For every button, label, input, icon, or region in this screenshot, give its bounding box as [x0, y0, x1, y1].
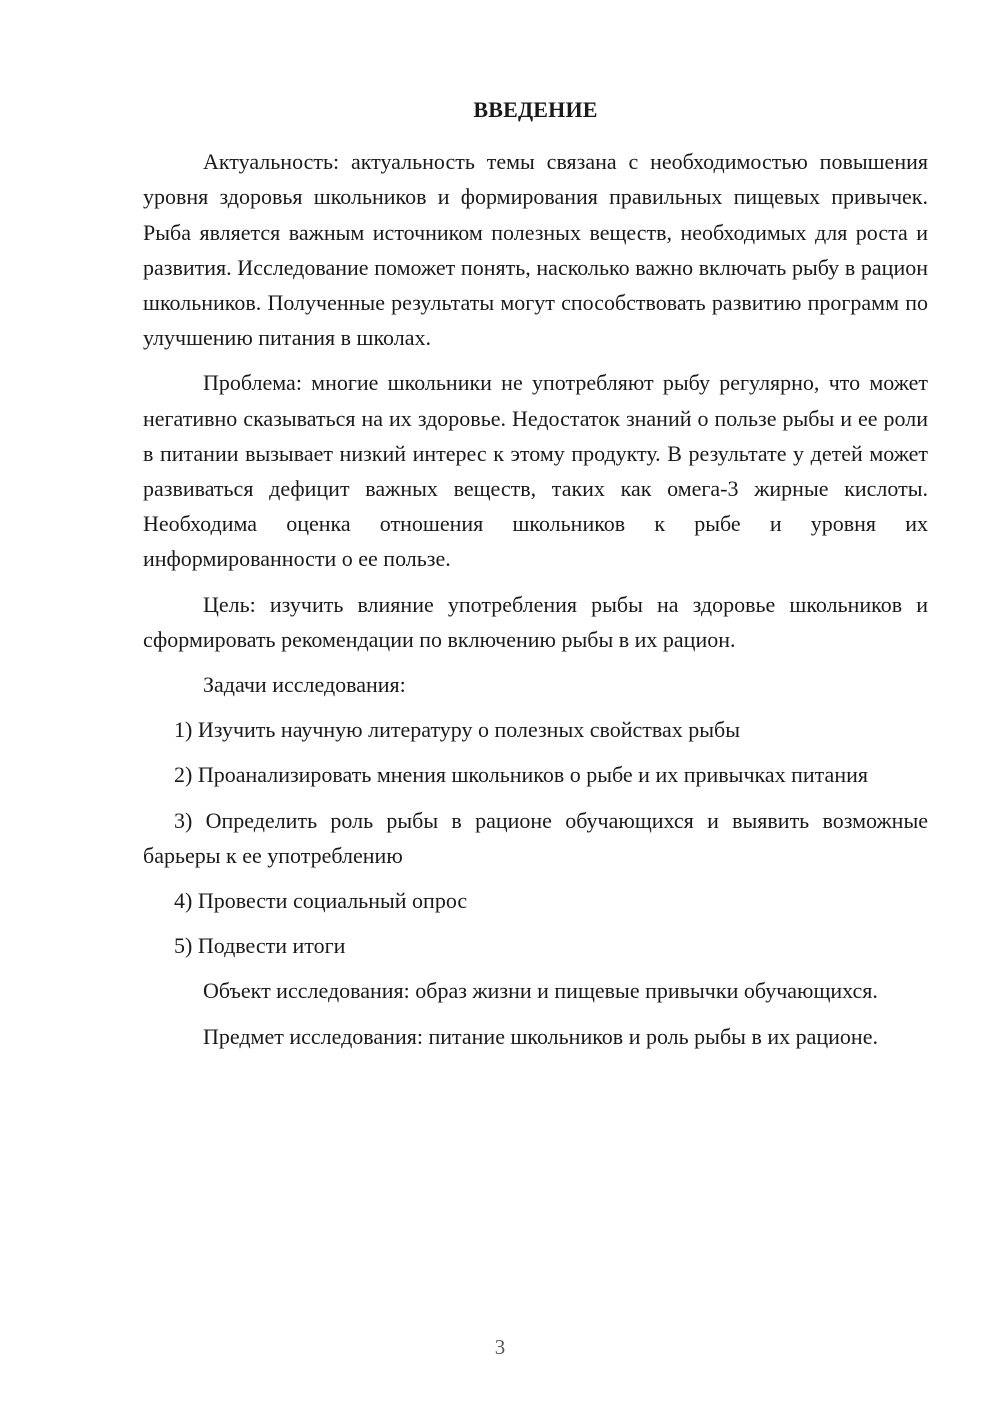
- paragraph-problem: Проблема: многие школьники не употребляют рыбу регулярно, что может негативно сказываться на их здоровье. Недостаток знаний о пользе рыбы и ее роли в питании вызывает низкий интерес к этому продукту. В результате у детей может развиваться дефицит важных веществ, таких как омега-3 жирные кислоты. Необходима оценка отношения школьников к рыбе и уровня их информированности о ее пользе.: [143, 370, 928, 572]
- paragraph-subject: Предмет исследования: питание школьников и роль рыбы в их рационе.: [203, 1023, 878, 1049]
- section-title: ВВЕДЕНИЕ: [473, 97, 598, 122]
- task-item: 2) Проанализировать мнения школьников о рыбе и их привычках питания: [174, 762, 868, 788]
- tasks-heading: Задачи исследования:: [203, 672, 406, 698]
- paragraph-object: Объект исследования: образ жизни и пищевые привычки обучающихся.: [203, 978, 878, 1004]
- paragraph-relevance: Актуальность: актуальность темы связана с необходимостью повышения уровня здоровья школьников и формирования правильных пищевых привычек. Рыба является важным источником полезных веществ, необходимых для роста и развития. Исследование поможет понять, насколько важно включать рыбу в рацион школьников. Полученные результаты могут способствовать развитию программ по улучшению питания в школах.: [143, 149, 928, 351]
- page-number: 3: [494, 1335, 506, 1359]
- task-item: 1) Изучить научную литературу о полезных свойствах рыбы: [174, 717, 740, 743]
- task-item: 5) Подвести итоги: [174, 933, 346, 959]
- task-item: 3) Определить роль рыбы в рационе обучающихся и выявить возможные барьеры к ее употреблению: [143, 807, 928, 868]
- document-page: [143, 92, 928, 1064]
- task-item: 4) Провести социальный опрос: [174, 888, 468, 914]
- paragraph-goal: Цель: изучить влияние употребления рыбы на здоровье школьников и сформировать рекомендации по включению рыбы в их рацион.: [143, 591, 928, 652]
